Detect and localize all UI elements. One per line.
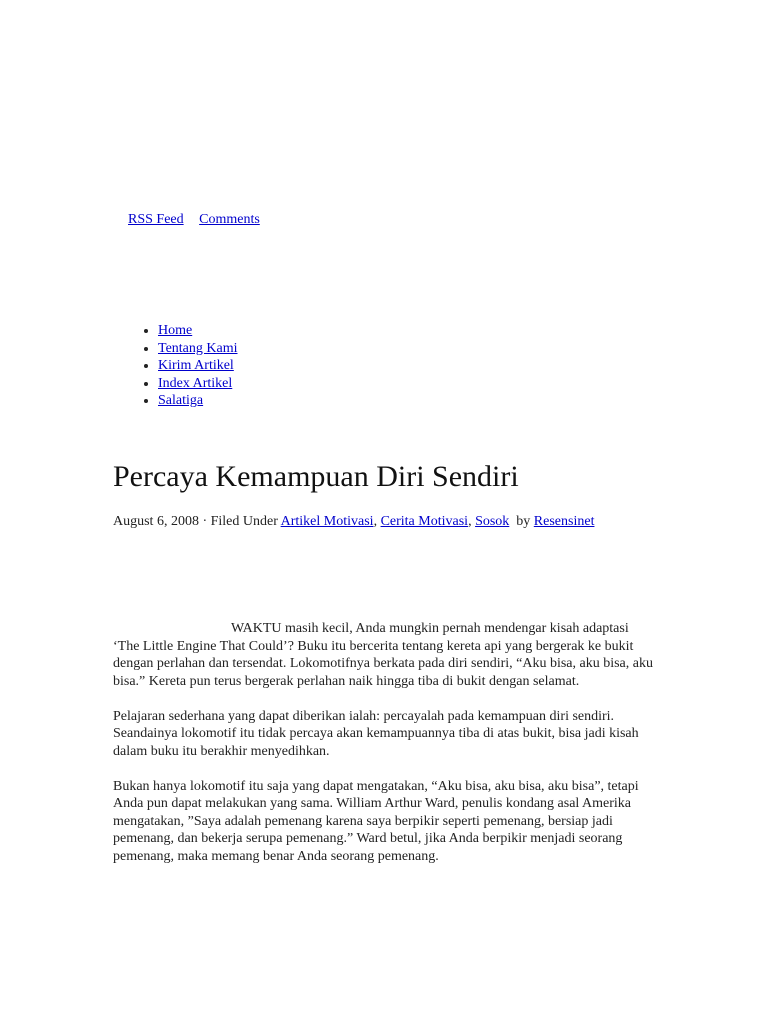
nav-item-kirim-artikel (158, 357, 238, 375)
nav-link-home[interactable]: Home (158, 323, 193, 338)
post-content (113, 620, 658, 883)
comments-feed-link[interactable]: Comments (199, 212, 260, 227)
nav-item-home (158, 322, 238, 340)
main-nav (138, 322, 238, 410)
nav-link-index-artikel[interactable]: Index Artikel (158, 375, 233, 391)
rss-feed-link[interactable]: RSS Feed (128, 212, 184, 227)
paragraph-3: Bukan hanya lokomotif itu saja yang dapat mengatakan, “Aku bisa, aku bisa, aku bisa”, tetapi Anda pun dapat melakukan yang sama. William Arthur Ward, penulis kondang asal Amerika mengatakan, ”Saya adalah pemenang karena saya berpikir seperti pemenang, bersiap jadi pemenang, dan bekerja serupa pemenang.” Ward betul, jika Anda berpikir menjadi seorang pemenang, maka memang benar Anda seorang pemenang. (113, 778, 639, 864)
by-label: by (516, 514, 531, 529)
feed-links (128, 212, 272, 228)
category-link-artikel-motivasi[interactable]: Artikel Motivasi (280, 514, 374, 529)
filed-under-label: · Filed Under (202, 514, 278, 529)
nav-link-kirim-artikel[interactable]: Kirim Artikel (158, 358, 234, 374)
paragraph-1 (113, 620, 658, 690)
nav-link-salatiga[interactable]: Salatiga (158, 393, 204, 409)
category-link-sosok[interactable]: Sosok (475, 514, 510, 529)
post-meta: August 6, 2008 · Filed Under Artikel Motivasi, Cerita Motivasi, Sosok by Resensinet (113, 514, 595, 529)
nav-item-salatiga (158, 392, 238, 410)
post-title: Percaya Kemampuan Diri Sendiri (113, 460, 519, 493)
nav-link-tentang-kami[interactable]: Tentang Kami (158, 340, 238, 356)
nav-item-index-artikel (158, 375, 238, 393)
paragraph-2: Pelajaran sederhana yang dapat diberikan ialah: percayalah pada kemampuan diri sendiri. Seandainya lokomotif itu tidak percaya akan kemampuannya tiba di atas bukit, bisa jadi kisah dalam buku itu berakhir menyedihkan. (113, 708, 639, 759)
author-link[interactable]: Resensinet (533, 514, 595, 529)
nav-item-tentang-kami (158, 340, 238, 358)
post-date: August 6, 2008 (113, 514, 199, 529)
category-link-cerita-motivasi[interactable]: Cerita Motivasi (380, 514, 469, 529)
paragraph-1-text: WAKTU masih kecil, Anda mungkin pernah mendengar kisah adaptasi ‘The Little Engine That Could’? Buku itu bercerita tentang kereta api yang bergerak ke bukit dengan perlahan dan tersendat. Lokomotifnya berkata pada diri sendiri, “Aku bisa, aku bisa, aku bisa.” Kereta pun terus bergerak perlahan naik hingga tiba di bukit dengan selamat. (113, 621, 653, 689)
